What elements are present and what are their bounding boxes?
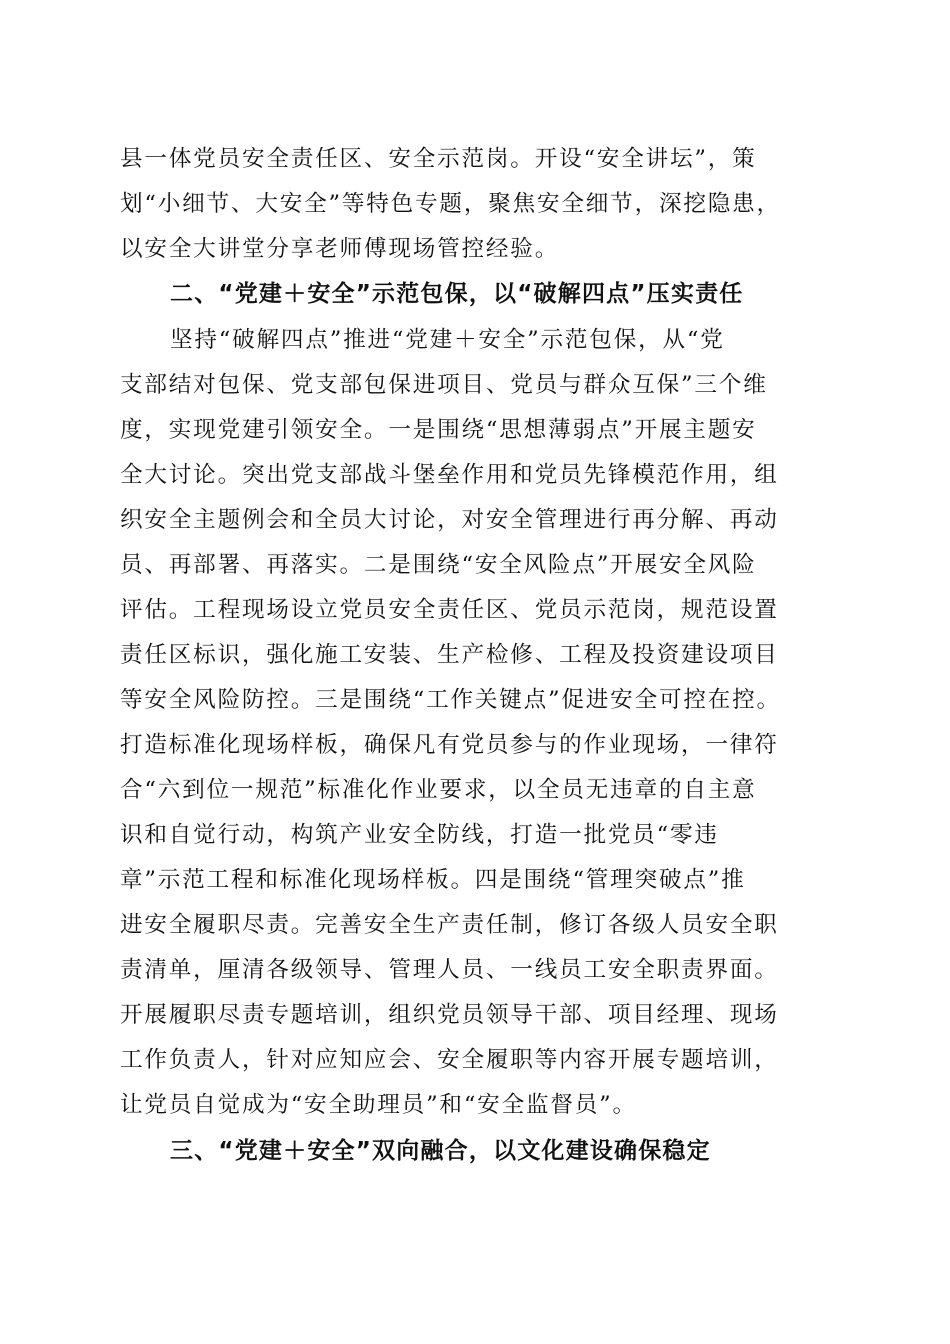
text-line: 县一体党员安全责任区、安全示范岗。开设“安全讲坛”，策 (120, 146, 757, 172)
text-line: 识和自觉行动，构筑产业安全防线，打造一批党员“零违 (120, 822, 719, 848)
text-line: 度，实现党建引领安全。一是围绕“思想薄弱点”开展主题安 (120, 417, 757, 443)
text-line: 员、再部署、再落实。二是围绕“安全风险点”开展安全风险 (120, 552, 757, 578)
text-line: 打造标准化现场样板，确保凡有党员参与的作业现场，一律符 (120, 732, 779, 758)
text-line: 工作负责人，针对应知应会、安全履职等内容开展专题培训， (120, 1047, 779, 1073)
text-line: 坚持“破解四点”推进“党建＋安全”示范包保，从“党 (170, 327, 725, 353)
section-heading-3: 三、“党建＋安全”双向融合，以文化建设确保稳定 (170, 1138, 711, 1164)
text-line: 责清单，厘清各级领导、管理人员、一线员工安全职责界面。 (120, 957, 779, 983)
text-line: 责任区标识，强化施工安装、生产检修、工程及投资建设项目 (120, 642, 779, 668)
text-line: 合“六到位一规范”标准化作业要求，以全员无违章的自主意 (120, 777, 757, 803)
text-line: 划“小细节、大安全”等特色专题，聚焦安全细节，深挖隐患， (120, 191, 781, 217)
text-line: 章”示范工程和标准化现场样板。四是围绕“管理突破点”推 (120, 867, 746, 893)
text-line: 全大讨论。突出党支部战斗堡垒作用和党员先锋模范作用，组 (120, 462, 779, 488)
text-line: 等安全风险防控。三是围绕“工作关键点”促进安全可控在控。 (120, 687, 781, 713)
text-line: 以安全大讲堂分享老师傅现场管控经验。 (120, 236, 560, 262)
text-line: 织安全主题例会和全员大讨论，对安全管理进行再分解、再动 (120, 507, 779, 533)
text-line: 支部结对包保、党支部包保进项目、党员与群众互保”三个维 (120, 372, 768, 398)
text-line: 评估。工程现场设立党员安全责任区、党员示范岗，规范设置 (120, 597, 779, 623)
text-line: 进安全履职尽责。完善安全生产责任制，修订各级人员安全职 (120, 912, 779, 938)
text-line: 让党员自觉成为“安全助理员”和“安全监督员”。 (120, 1092, 637, 1118)
text-line: 开展履职尽责专题培训，组织党员领导干部、项目经理、现场 (120, 1002, 779, 1028)
section-heading-2: 二、“党建＋安全”示范包保，以“破解四点”压实责任 (170, 281, 744, 307)
